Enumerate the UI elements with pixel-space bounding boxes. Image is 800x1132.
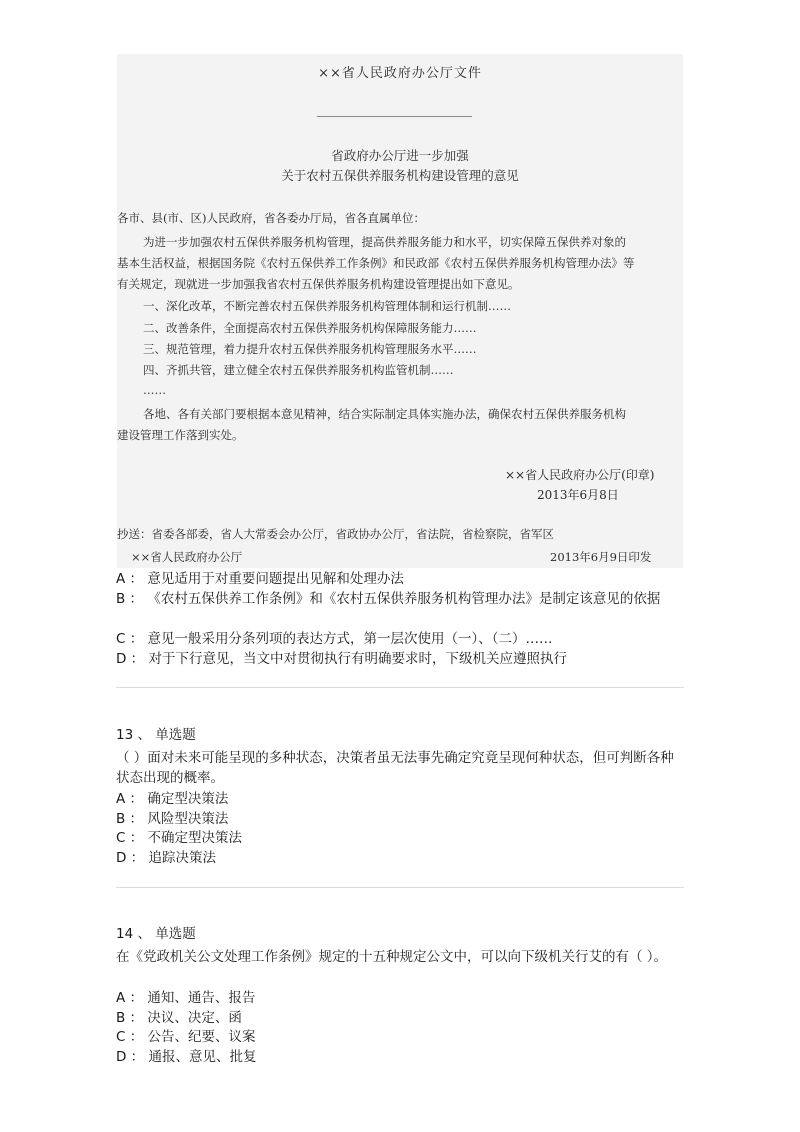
salutation: 各市、县(市、区)人民政府，省各委办厅局，省各直属单位： [117,211,425,225]
sign-date: 2013年6月8日 [537,488,619,502]
option-b: B ： 《农村五保供养工作条例》和《农村五保供养服务机构管理办法》是制定该意见的依据 [116,591,661,607]
document-title-line2: 关于农村五保供养服务机构建设管理的意见 [281,168,519,183]
cc-line: 抄送：省委各部委，省人大常委会办公厅，省政协办公厅，省法院，省检察院，省军区 [117,527,554,541]
printer: ××省人民政府办公厅 [131,550,243,564]
list-item: 四、齐抓共管，建立健全农村五保供养服务机构监管机制…… [143,363,454,377]
paragraph-line: 为进一步加强农村五保供养服务机构管理，提高供养服务能力和水平，切实保障五保供养对象的 [143,235,626,249]
paragraph-line: 基本生活权益，根据国务院《农村五保供养工作条例》和民政部《农村五保供养服务机构管理办法》等 [117,256,635,270]
divider [116,887,684,888]
document-header: ××省人民政府办公厅文件 [318,66,482,81]
question-heading: 14 、 单选题 [116,926,196,942]
paragraph-line: 有关规定，现就进一步加强我省农村五保供养服务机构建设管理提出如下意见。 [117,277,520,291]
list-item: 一、深化改革，不断完善农村五保供养服务机构管理体制和运行机制…… [143,299,511,313]
paragraph-line: 各地、各有关部门要根据本意见精神，结合实际制定具体实施办法，确保农村五保供养服务机构 [143,407,626,421]
option-a: A ： 通知、通告、报告 [116,990,256,1006]
scanned-document-image [117,54,683,568]
option-c: C ： 公告、纪要、议案 [116,1029,256,1045]
divider [116,687,684,688]
ellipsis: …… [143,383,166,397]
option-d: D ： 对于下行意见，当文中对贯彻执行有明确要求时，下级机关应遵照执行 [116,651,567,667]
option-a: A ： 意见适用于对重要问题提出见解和处理办法 [116,571,404,587]
option-c: C ： 不确定型决策法 [116,830,243,846]
option-d: D ： 通报、意见、批复 [116,1049,257,1065]
signature: ××省人民政府办公厅(印章) [505,468,655,482]
list-item: 三、规范管理，着力提升农村五保供养服务机构管理服务水平…… [143,342,477,356]
option-d: D ： 追踪决策法 [116,850,216,866]
question-text: 在《党政机关公文处理工作条例》规定的十五种规定公文中，可以向下级机关行艾的有（ ）。 [116,949,668,965]
paragraph-line: 建设管理工作落到实处。 [117,428,244,442]
option-a: A ： 确定型决策法 [116,791,229,807]
option-b: B ： 风险型决策法 [116,811,229,827]
document-title-line1: 省政府办公厅进一步加强 [331,148,469,163]
print-date: 2013年6月9日印发 [550,550,652,564]
question-heading: 13 、 单选题 [116,727,196,743]
list-item: 二、改善条件，全面提高农村五保供养服务机构保障服务能力…… [143,321,477,335]
option-b: B ： 决议、决定、函 [116,1010,242,1026]
header-rule [317,116,472,117]
option-c: C ： 意见一般采用分条列项的表达方式，第一层次使用（一）、（二）…… [116,631,553,647]
question-text: （ ）面对未来可能呈现的多种状态，决策者虽无法事先确定究竟呈现何种状态，但可判断各种状态出现的概率。 [116,750,674,786]
